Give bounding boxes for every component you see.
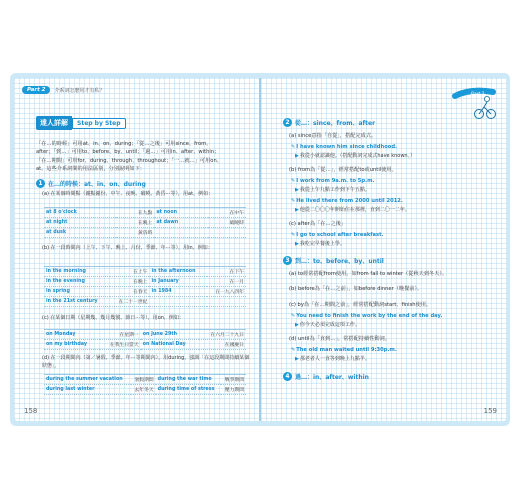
table-cell: 在六月二十九日	[199, 330, 246, 340]
table-cell: during the summer vacation	[44, 375, 131, 385]
section-heading-en: Step by Step	[72, 118, 126, 129]
rule-d: (d) 在一段期間內（第／暑假、季節、年⋯等期間內），用during，強調「在這段期間持續某個狀態」。	[42, 355, 250, 369]
table-row	[44, 277, 246, 287]
table-cell: in 1984	[149, 287, 206, 297]
intro-line: 「在…期間」可用for、during、through、throughout；「一…就…」可用on、	[36, 157, 222, 164]
table-cell: in the 21st century	[44, 297, 110, 307]
table-cell: on National Day	[141, 340, 199, 350]
heading-text: 到…：to、before、by、until	[295, 258, 384, 265]
table-d	[44, 374, 246, 395]
number-badge: 3	[283, 256, 292, 265]
section-heading-zh: 達人詳解	[36, 116, 72, 130]
pencil-icon: ✎	[291, 178, 296, 184]
example-sentence: ✎I have known him since childhood.	[291, 144, 398, 150]
rule-to: (a) to經常搭配from使用，如from fall to winter（從秋天到冬天）。	[289, 271, 448, 277]
table-cell: on June 29th	[141, 330, 199, 340]
arrow-icon: ▶	[295, 322, 299, 328]
section-heading	[36, 116, 126, 130]
translation: ▶我從小就認識他。（搭配動詞完成式have known。）	[295, 153, 416, 159]
table-cell: at night	[44, 218, 116, 228]
table-cell: in the afternoon	[149, 267, 206, 277]
rule-from: (b) from為「從…」，經常搭配to或until使用。	[289, 167, 397, 173]
arrow-icon: ▶	[295, 241, 299, 247]
table-row	[44, 297, 246, 307]
table-cell: during time of stress	[156, 385, 221, 395]
table-cell	[207, 297, 246, 307]
right-page	[261, 78, 507, 421]
table-cell: 在上午	[110, 267, 149, 277]
part-ribbon-text: Part 2	[471, 92, 485, 97]
arrow-icon: ▶	[295, 153, 299, 159]
table-a	[44, 207, 246, 238]
table-cell: in the evening	[44, 277, 110, 287]
table-row	[44, 228, 246, 238]
table-cell	[149, 297, 206, 307]
table-cell: 去年冬天	[131, 385, 156, 395]
pencil-icon: ✎	[291, 198, 296, 204]
table-cell: 暑假期間	[131, 375, 156, 385]
arrow-icon: ▶	[295, 356, 299, 362]
heading-1	[36, 179, 146, 188]
table-cell: in January	[149, 277, 206, 287]
table-row	[44, 267, 246, 277]
table-row	[44, 208, 246, 218]
heading-3	[283, 256, 384, 265]
heading-text: 在…的時候：at、in、on、during	[48, 181, 146, 188]
table-cell: at dusk	[44, 228, 116, 238]
translation: ▶那老者人一直等到晚上九點半。	[295, 356, 370, 362]
table-cell: 壓力期間	[221, 385, 246, 395]
number-badge: 1	[36, 179, 45, 188]
table-b	[44, 266, 246, 307]
translation: ▶我從上午九點工作到下午五點。	[295, 187, 370, 193]
table-cell: 在晚上	[110, 277, 149, 287]
table-cell: in the morning	[44, 267, 110, 277]
pencil-icon: ✎	[291, 313, 296, 319]
table-row	[44, 330, 246, 340]
arrow-icon: ▶	[295, 187, 299, 193]
heading-4	[283, 372, 369, 381]
table-cell: 在我生日當天	[100, 340, 141, 350]
part-title: 介系詞怎麼用才有私？	[54, 87, 105, 94]
heading-2	[283, 118, 375, 127]
page-number: 158	[24, 407, 38, 415]
translation: ▶我吃完早餐後上學。	[295, 241, 345, 247]
rule-by: (c) by為「在…期間之前」，經常搭配動詞start、finish使用。	[289, 302, 432, 308]
number-badge: 2	[283, 118, 292, 127]
table-cell: 在春天	[110, 287, 149, 297]
table-cell: during the war time	[156, 375, 221, 385]
translation: ▶他從二〇〇〇年開始住在那裡，直到二〇一二年。	[295, 207, 410, 213]
example-sentence: ✎You need to finish the work by the end of the day.	[291, 313, 443, 319]
table-cell: 在九點	[116, 208, 154, 218]
example-sentence: ✎The old man waited until 9:30p.m.	[291, 347, 397, 353]
arrow-icon: ▶	[295, 207, 299, 213]
table-cell: 黃昏時	[116, 228, 154, 238]
table-row	[44, 375, 246, 385]
table-row	[44, 287, 246, 297]
example-sentence: ✎I go to school after breakfast.	[291, 232, 384, 238]
heading-text: 從…：since、from、after	[295, 120, 376, 127]
rule-since: (a) since意指「自從」，搭配完成式。	[289, 133, 377, 139]
table-cell: 在晚上	[116, 218, 154, 228]
table-cell: 戰爭期間	[221, 375, 246, 385]
intro-line: after；「到…」可用to、before、by、until；「過…」可用in、after、within；	[36, 149, 220, 156]
table-cell	[154, 228, 207, 238]
number-badge: 4	[283, 372, 292, 381]
part-badge: Part 2	[22, 86, 50, 94]
table-cell: 破曉時	[208, 218, 246, 228]
rule-before: (b) before為「在…之前」，如before dinner（晚餐前）。	[289, 286, 423, 292]
rule-b: (b) 在一段時間內（上午、下午、晚上、月份、季節、年⋯等），用in，例如：	[42, 245, 213, 251]
rule-c: (c) 在某個日期（星期幾、幾月幾號、節日⋯等），用on，例如：	[42, 315, 184, 321]
rule-after: (c) after為「在…之後」	[289, 221, 347, 227]
part-tab	[22, 86, 105, 94]
intro-paragraph	[36, 140, 248, 173]
intro-line: at。這些介系詞間的用法區別，分別說明如下：	[36, 165, 145, 172]
table-cell: 在下午	[207, 267, 246, 277]
pencil-icon: ✎	[291, 232, 296, 238]
table-cell: 在一月	[207, 277, 246, 287]
table-cell: 在一九八四年	[207, 287, 246, 297]
example-sentence: ✎He lived there from 2000 until 2012.	[291, 198, 403, 204]
table-cell: at 8 o'clock	[44, 208, 116, 218]
heading-text: 過…：in、after、within	[295, 374, 369, 381]
rule-until: (d) until為「直到…」，常搭配持續性動詞。	[289, 336, 390, 342]
table-cell: in spring	[44, 287, 110, 297]
page-number: 159	[483, 407, 497, 415]
table-cell: on my birthday	[44, 340, 100, 350]
left-page	[14, 78, 260, 421]
pencil-icon: ✎	[291, 144, 296, 150]
table-cell: at noon	[154, 208, 207, 218]
cyclist-illustration	[449, 86, 499, 122]
table-cell: during last winter	[44, 385, 131, 395]
table-cell: 在二十一世紀	[110, 297, 149, 307]
table-row	[44, 218, 246, 228]
table-cell: on Monday	[44, 330, 100, 340]
table-cell: 在國慶日	[199, 340, 246, 350]
table-cell: 在中午	[208, 208, 246, 218]
example-sentence: ✎I work from 9a.m. to 5p.m.	[291, 178, 375, 184]
table-cell: 在星期一	[100, 330, 141, 340]
pencil-icon: ✎	[291, 347, 296, 353]
book-spread	[10, 73, 510, 426]
intro-line: 「在…的時候」可用at、in、on、during；「從…之後」可用since、from、	[36, 141, 212, 147]
rule-a: (a) 在某個時間點（鐘點鐘份、中午、夜晚、破曉、黃昏⋯等），用at，例如：	[42, 191, 214, 197]
table-row	[44, 385, 246, 395]
translation: ▶你今天必須完成這項工作。	[295, 322, 360, 328]
table-c	[44, 329, 246, 350]
table-row	[44, 340, 246, 350]
table-cell	[208, 228, 246, 238]
table-cell: at dawn	[154, 218, 207, 228]
